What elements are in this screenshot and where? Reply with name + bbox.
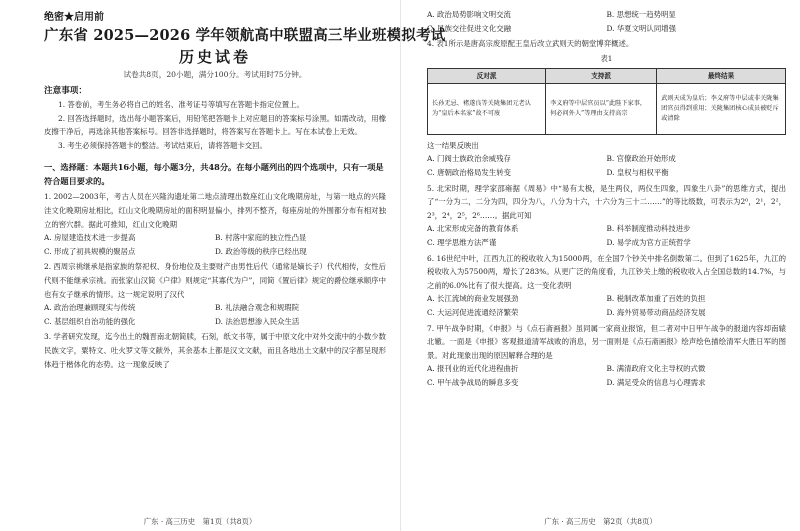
notes-heading: 注意事项： xyxy=(44,86,87,96)
option-c: C. 基层组织自治功能的强化 xyxy=(44,316,136,326)
option-d: D. 法治思想渗入民众生活 xyxy=(215,316,300,326)
question-5-stem: 5. 北宋时期，理学家邵雍据《周易》中“易有太极，是生两仪，两仪生四象，四象生八卦”的思维方式，提出了“一分为二，二分为四，四分为八，八分为十六，十六分为三十二……”的等比级数，可表示为2⁰，2¹，2²，2³，2⁴，2⁵，2⁶……。据此可知 xyxy=(427,183,786,220)
option-d: D. 满足受众的信息与心理需求 xyxy=(606,377,706,387)
subject-title: 历史试卷 xyxy=(178,48,251,66)
question-6-options xyxy=(427,292,786,319)
option-a: A. 报刊业的近代化进程曲折 xyxy=(427,364,519,374)
option-b: B. 科举制度推动科技进步 xyxy=(606,224,691,234)
option-c: C. 民族交往促进文化交融 xyxy=(427,23,511,33)
note-item: 3. 考生必须保持答题卡的整洁。考试结束后，请将答题卡交回。 xyxy=(58,140,267,150)
option-a: A. 房屋建造技术进一步提高 xyxy=(44,233,136,243)
table-caption: 表1 xyxy=(600,53,613,63)
note-item: 2. 回答选择题时，选出每小题答案后，用铅笔把答题卡上对应题目的答案标号涂黑。如需改动，用橡皮擦干净后，再选涂其他答案标号。回答非选择题时，将答案写在答题卡上。写在本试卷上无效。 xyxy=(44,113,386,137)
option-a: A. 门阀士族政治余威残存 xyxy=(427,154,511,164)
option-d: D. 易学成为官方正统哲学 xyxy=(606,237,691,247)
option-d: D. 政治等级的秩序已经出现 xyxy=(215,246,307,256)
comparison-table xyxy=(427,68,786,135)
option-b: B. 村落中家庭的独立性凸显 xyxy=(215,233,307,243)
question-4-stem: 4. 表1所示是唐高宗废原配王皇后改立武则天的朝堂博弈概述。 xyxy=(427,39,634,49)
question-2-stem: 2. 西周宗祧继承是指家族的祭祀权、身份地位及主要财产由男性后代（通常是嫡长子）代代相传，女性后代则不能继承宗祧。而张家山汉简《户律》则规定“其寡代为户”，同简《置后律》规定的爵位继承顺序中也有女子继承的情形。这一规定说明了汉代 xyxy=(44,262,386,299)
option-b: B. 税制改革加重了百姓的负担 xyxy=(606,294,706,304)
table-cell: 李义府等中层官员以“此陛下家事，何必问外人”等理由支持高宗 xyxy=(546,83,657,134)
table-cell: 武则天成为皇后；李义府等中层或非关陇集团官员得到重用；关陇集团核心成员被贬斥或清除 xyxy=(657,83,786,134)
option-c: C. 理学思维方法严谨 xyxy=(427,237,497,247)
table-row xyxy=(428,83,786,134)
question-4-options xyxy=(427,152,786,179)
option-c: C. 甲午战争战局的瞬息多变 xyxy=(427,377,519,387)
option-a: A. 长江流域的商业发展强劲 xyxy=(427,294,519,304)
option-b: B. 思想统一趋势明显 xyxy=(606,10,676,19)
table-cell: 长孙无忌、褚遂良等关陇集团元老认为“皇后本名家”故不可废 xyxy=(428,83,546,134)
table-header: 反对派 xyxy=(428,68,546,83)
note-item: 1. 答卷前，考生务必将自己的姓名、准考证号等填写在答题卡指定位置上。 xyxy=(58,100,304,109)
question-7-options xyxy=(427,362,786,389)
question-5-options xyxy=(427,222,786,249)
exam-page-2 xyxy=(400,0,800,531)
table-header-row xyxy=(428,68,786,83)
option-c: C. 形成了初具规模的聚居点 xyxy=(44,246,136,256)
exam-meta: 试卷共8页，20小题，满分100分。考试用时75分钟。 xyxy=(123,70,307,79)
question-6-stem: 6. 16世纪中叶，江西九江的税收收入为15000两，在全国7个钞关中排名倒数第二。但到了1625年，九江的税收收入为57500两，增长了283%。从更广泛的角度看，九江钞关上缴的税收收入占全国总数的14.7%，与之前的6.0%比有了很大提高。这一变化表明 xyxy=(427,253,786,290)
option-d: D. 皇权与相权平衡 xyxy=(606,167,669,177)
question-4-prompt: 这一结果反映出 xyxy=(427,140,479,150)
exam-title: 广东省 2025—2026 学年领航高中联盟高三毕业班模拟考试 xyxy=(44,27,446,44)
question-1-options xyxy=(44,231,386,258)
question-1-stem: 1. 2002—2003年，考古人员在兴隆沟遗址第二地点清理出数座红山文化晚期房址，与第一地点的兴隆洼文化晚期房址相比，红山文化晚期房址的面积明显偏小，排列不整齐，每座房址的外围都分布有相对独立的窖穴群。据此可推知，红山文化晚期 xyxy=(44,192,386,229)
section-title: 一、选择题：本题共16小题，每小题3分，共48分。在每小题列出的四个选项中，只有一项是符合题目要求的。 xyxy=(44,162,384,187)
option-a: A. 政治治理兼顾现实与传统 xyxy=(44,303,136,313)
page-footer: 广东 · 高三历史 第1页（共8页） xyxy=(143,517,257,526)
question-3-options xyxy=(427,8,786,35)
option-b: B. 满清政府文化主导权的式微 xyxy=(606,364,706,374)
option-b: B. 礼法融合观念和规瑕院 xyxy=(215,303,300,313)
question-7-stem: 7. 甲午战争时期，《申报》与《点石斋画报》虽同属一家商业报馆，但二者对中日甲午战争的报道内容却南辕北辙。一面是《申报》客观报道清军战败的消息，另一面则是《点石斋画报》绘声绘色描绘清军大胜日军的图景。对此现象出现的原因解释合理的是 xyxy=(427,323,786,360)
option-c: C. 唐朝政治格局发生转变 xyxy=(427,167,511,177)
table-header: 支持派 xyxy=(546,68,657,83)
option-d: D. 华夏文明认同增强 xyxy=(606,23,676,33)
table-header: 最终结果 xyxy=(657,68,786,83)
option-c: C. 大运河促进流通经济繁荣 xyxy=(427,307,519,317)
option-d: D. 海外贸易带动商品经济发展 xyxy=(606,307,706,317)
confidential-label: 绝密★启用前 xyxy=(44,12,104,23)
question-3-stem: 3. 学者研究发现，迄今出土的魏晋南北朝简牍，石刻，纸文书等，属于中原文化中对外交流中的小数少数民族文字，粟特文、吐火罗文等文献外，其余基本上都是汉文文献，而且各地出土文献中的汉字都呈现形体趋于楷体化的态势。这一现象反映了 xyxy=(44,332,386,369)
page-footer: 广东 · 高三历史 第2页（共8页） xyxy=(544,517,657,526)
option-a: A. 政治局势影响文明交流 xyxy=(427,10,511,19)
option-a: A. 北宋形成完备的教育体系 xyxy=(427,224,519,234)
question-2-options xyxy=(44,301,386,328)
option-b: B. 官僚政治开始形成 xyxy=(606,154,676,164)
